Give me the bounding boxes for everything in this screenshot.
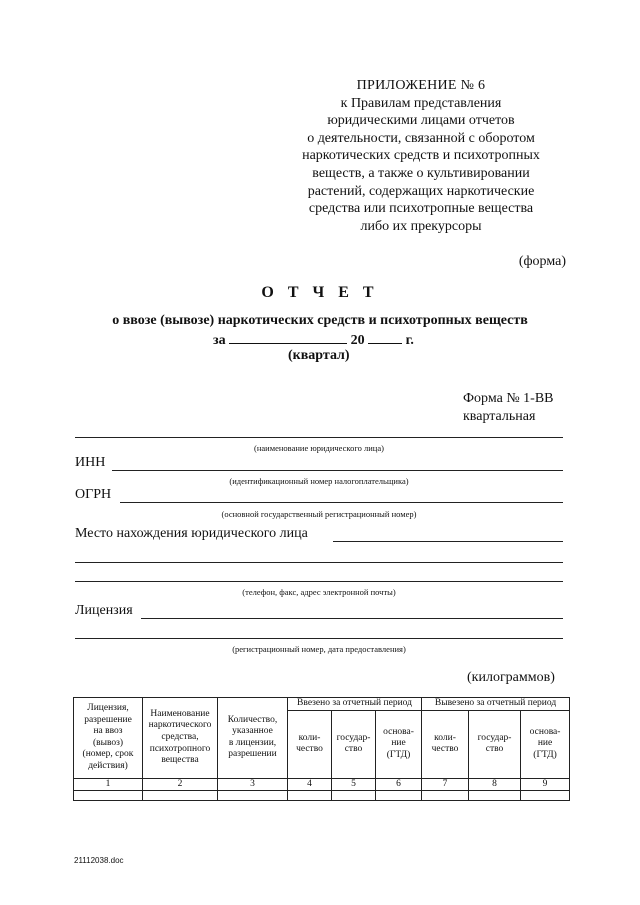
column-number: 6 [376,778,422,791]
ogrn-field[interactable] [120,502,563,503]
appendix-line: растений, содержащих наркотические [307,183,535,199]
period-suffix: г. [405,333,414,348]
header-imported-country: государ- ство [332,710,376,778]
table-cell[interactable] [143,791,218,801]
report-title: О Т Ч Е Т [261,284,379,301]
form-type: квартальная [463,409,536,424]
appendix-line: средства или психотропные вещества [308,201,534,217]
period-year-blank[interactable] [368,331,402,344]
table-cell[interactable] [376,791,422,801]
appendix-line: о деятельности, связанной с оборотом [307,130,535,146]
appendix-line: веществ, а также о культивировании [312,165,530,181]
report-period [213,331,414,349]
table-cell[interactable] [332,791,376,801]
table-cell[interactable] [74,791,143,801]
period-quarter-blank[interactable] [229,331,347,344]
footer-filename: 21112038.doc [74,856,124,865]
table-cell[interactable] [288,791,332,801]
appendix-line: наркотических средств и психотропных [302,148,540,164]
appendix-block [296,77,546,235]
form-number: Форма № 1-ВВ [463,391,554,406]
column-number: 4 [288,778,332,791]
appendix-line: к Правилам представления [340,95,502,111]
column-number: 9 [521,778,570,791]
column-number: 5 [332,778,376,791]
table-cell[interactable] [422,791,469,801]
header-substance-name: Наименование наркотического средства, психотропного вещества [143,698,218,779]
license-caption: (регистрационный номер, дата предоставления) [232,644,406,654]
header-exported-country: государ- ство [469,710,521,778]
header-exported-qty: коли- чество [422,710,469,778]
inn-field[interactable] [112,470,563,471]
header-exported-basis: основа- ние (ГТД) [521,710,570,778]
header-imported-qty: коли- чество [288,710,332,778]
header-imported-group: Ввезено за отчетный период [288,698,422,711]
location-field[interactable] [333,541,563,542]
units-label: (килограммов) [467,670,555,685]
period-prefix: за [213,333,226,348]
appendix-line: либо их прекурсоры [360,218,482,234]
license-field[interactable] [141,618,563,619]
column-number: 8 [469,778,521,791]
header-license: Лицензия, разрешение на ввоз (вывоз) (номер, срок действия) [74,698,143,779]
appendix-line: юридическими лицами отчетов [327,113,515,129]
form-number-block [463,390,554,426]
header-licensed-quantity: Количество, указанное в лицензии, разрешении [218,698,288,779]
inn-label: ИНН [75,455,106,470]
header-exported-group: Вывезено за отчетный период [422,698,570,711]
entity-name-caption: (наименование юридического лица) [254,443,384,453]
column-numbers-row [74,778,570,791]
report-table [73,697,570,801]
contacts-field[interactable] [75,581,563,582]
table-row [74,791,570,801]
appendix-title: ПРИЛОЖЕНИЕ № 6 [356,78,486,93]
license-label: Лицензия [75,603,133,618]
license-field-line2[interactable] [75,638,563,639]
column-number: 1 [74,778,143,791]
table-cell[interactable] [521,791,570,801]
contacts-caption: (телефон, факс, адрес электронной почты) [242,587,396,597]
entity-name-field[interactable] [75,437,563,438]
column-number: 7 [422,778,469,791]
location-field-line2[interactable] [75,562,563,563]
table-cell[interactable] [218,791,288,801]
header-imported-basis: основа- ние (ГТД) [376,710,422,778]
location-label: Место нахождения юридического лица [75,526,308,541]
form-note: (форма) [518,254,566,269]
report-subtitle: о ввозе (вывозе) наркотических средств и психотропных веществ [112,313,528,328]
column-number: 3 [218,778,288,791]
column-number: 2 [143,778,218,791]
ogrn-label: ОГРН [75,487,112,502]
report-quarter: (квартал) [288,348,350,363]
ogrn-caption: (основной государственный регистрационный номер) [221,509,417,519]
period-year: 20 [350,333,365,348]
inn-caption: (идентификационный номер налогоплательщика) [229,476,409,486]
table-cell[interactable] [469,791,521,801]
